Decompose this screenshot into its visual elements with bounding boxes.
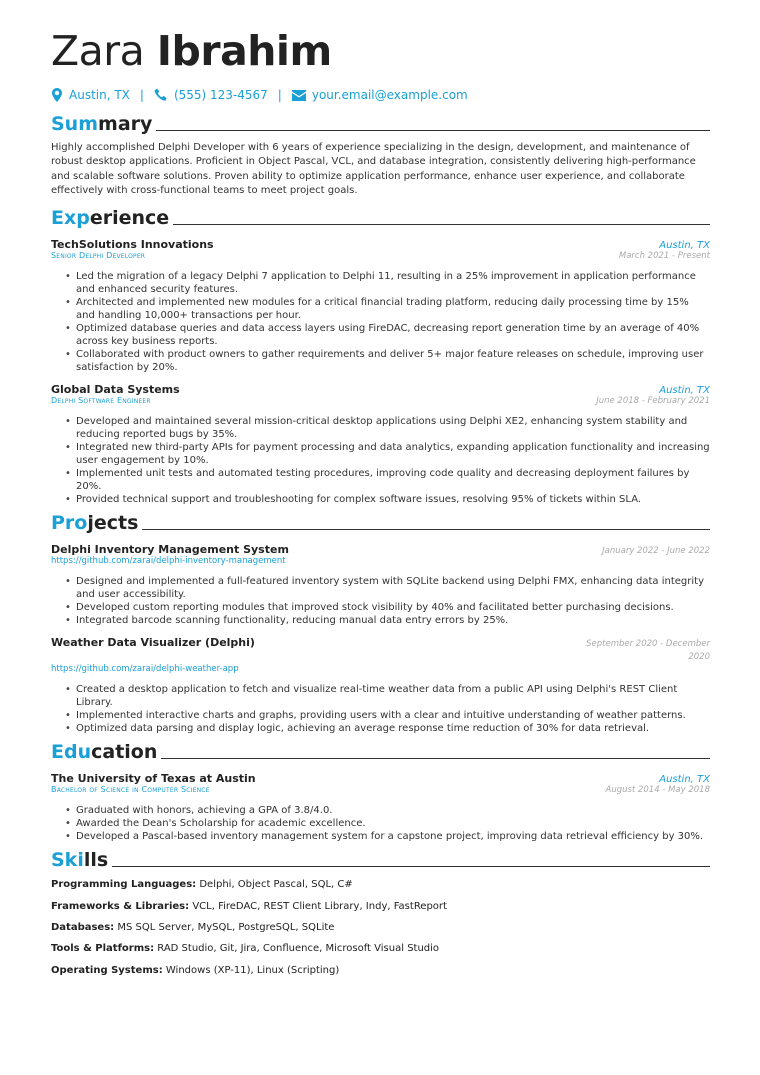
summary-text: Highly accomplished Delphi Developer with 6 years of experience specializing in the design, development, and maintenance of robust desktop applications. Proficient in Object Pascal, VCL, and database integration, consistently delivering high-performance and scalable software solutions. Proven ability to optimize application performance, enhance user experience, and collaborate effectively with cross-functional teams to meet project goals. bbox=[51, 142, 696, 196]
list-item: • Collaborated with product owners to gather requirements and deliver 5+ major feature releases on schedule, improving user satisfaction by 20%. bbox=[65, 348, 710, 374]
list-item: • Architected and implemented new modules for a critical financial trading platform, reducing daily processing time by 15% and handling 10,000+ transactions per hour. bbox=[65, 296, 710, 322]
heading-rest: mary bbox=[98, 113, 153, 135]
section-summary-heading bbox=[51, 113, 710, 135]
project-dates: September 2020 - December 2020 bbox=[586, 639, 710, 663]
skill-row bbox=[51, 900, 710, 913]
list-item: • Provided technical support and troubleshooting for complex software issues, resolving 95% of tickets within SLA. bbox=[65, 493, 710, 506]
list-item: • Graduated with honors, achieving a GPA of 3.8/4.0. bbox=[65, 804, 710, 817]
project-entry bbox=[51, 636, 710, 735]
job-bullets bbox=[51, 270, 710, 374]
skill-value: Windows (XP-11), Linux (Scripting) bbox=[165, 964, 340, 976]
last-name: Ibrahim bbox=[156, 27, 332, 75]
list-item: • Awarded the Dean's Scholarship for academic excellence. bbox=[65, 817, 710, 830]
job-entry bbox=[51, 383, 710, 506]
job-dates: March 2021 - Present bbox=[618, 251, 710, 262]
education-bullets bbox=[51, 804, 710, 843]
contact-phone[interactable] bbox=[154, 88, 268, 102]
project-dates: January 2022 - June 2022 bbox=[602, 546, 710, 557]
project-link[interactable]: https://github.com/zarai/delphi-weather-app bbox=[51, 664, 239, 675]
envelope-icon bbox=[292, 90, 306, 101]
job-company: TechSolutions Innovations bbox=[51, 238, 214, 252]
job-location: Austin, TX bbox=[659, 240, 710, 252]
education-dates: August 2014 - May 2018 bbox=[605, 785, 710, 796]
project-bullets bbox=[51, 575, 710, 627]
section-experience-heading bbox=[51, 207, 710, 229]
skill-value: Delphi, Object Pascal, SQL, C# bbox=[199, 879, 353, 891]
skill-label: Tools & Platforms: bbox=[51, 943, 155, 955]
heading-accent: Ski bbox=[51, 849, 84, 872]
section-rule bbox=[161, 758, 710, 759]
list-item: • Led the migration of a legacy Delphi 7 application to Delphi 11, resulting in a 25% improvement in application performance and enhanced security features. bbox=[65, 270, 710, 296]
section-rule bbox=[112, 866, 710, 867]
list-item: • Designed and implemented a full-featured inventory system with SQLite backend using Delphi FMX, enhancing data integrity and user accessibility. bbox=[65, 575, 710, 601]
project-name: Delphi Inventory Management System bbox=[51, 543, 289, 557]
skill-label: Databases: bbox=[51, 921, 115, 933]
education-entry bbox=[51, 772, 710, 843]
candidate-name bbox=[51, 28, 710, 74]
list-item: • Implemented interactive charts and graphs, providing users with a clear and intuitive understanding of weather patterns. bbox=[65, 709, 710, 722]
skill-value: RAD Studio, Git, Jira, Confluence, Microsoft Visual Studio bbox=[157, 943, 440, 955]
contact-email[interactable] bbox=[292, 88, 468, 102]
first-name: Zara bbox=[51, 27, 145, 75]
section-rule bbox=[142, 529, 710, 530]
project-bullets bbox=[51, 683, 710, 735]
skill-value: VCL, FireDAC, REST Client Library, Indy, FastReport bbox=[192, 900, 447, 912]
heading-rest: jects bbox=[87, 512, 139, 535]
skill-row bbox=[51, 921, 710, 934]
project-name: Weather Data Visualizer (Delphi) bbox=[51, 636, 255, 650]
skill-label: Programming Languages: bbox=[51, 879, 197, 891]
list-item: • Developed and maintained several mission-critical desktop applications using Delphi XE2, enhancing system stability and reducing reported bugs by 35%. bbox=[65, 415, 710, 441]
map-marker-icon bbox=[51, 88, 63, 102]
skill-row bbox=[51, 964, 710, 977]
list-item: • Created a desktop application to fetch and visualize real-time weather data from a public API using Delphi's REST Client Library. bbox=[65, 683, 710, 709]
job-role: Delphi Software Engineer bbox=[51, 396, 151, 406]
phone-text: (555) 123-4567 bbox=[173, 88, 268, 102]
heading-accent: Edu bbox=[51, 741, 92, 764]
section-rule bbox=[156, 130, 710, 131]
list-item: • Integrated new third-party APIs for payment processing and data analytics, expanding application functionality and increasing user engagement by 10%. bbox=[65, 441, 710, 467]
degree: Bachelor of Science in Computer Science bbox=[51, 785, 210, 795]
skill-row bbox=[51, 942, 710, 955]
list-item: • Developed a Pascal-based inventory management system for a capstone project, improving data retrieval efficiency by 30%. bbox=[65, 830, 710, 843]
job-dates: June 2018 - February 2021 bbox=[596, 396, 710, 407]
heading-rest: lls bbox=[83, 849, 109, 872]
skill-row bbox=[51, 878, 710, 891]
list-item: • Implemented unit tests and automated testing procedures, improving code quality and decreasing deployment failures by 20%. bbox=[65, 467, 710, 493]
contact-line bbox=[51, 87, 710, 103]
heading-rest: erience bbox=[89, 207, 170, 230]
heading-rest: cation bbox=[91, 741, 158, 764]
school-name: The University of Texas at Austin bbox=[51, 772, 256, 786]
skill-value: MS SQL Server, MySQL, PostgreSQL, SQLite bbox=[117, 921, 335, 933]
phone-icon bbox=[154, 88, 168, 102]
list-item: • Optimized data parsing and display logic, achieving an average response time reduction of 30% for data retrieval. bbox=[65, 722, 710, 735]
school-location: Austin, TX bbox=[659, 774, 710, 786]
location-text: Austin, TX bbox=[69, 88, 130, 102]
list-item: • Optimized database queries and data access layers using FireDAC, decreasing report generation time by an average of 40% across key business reports. bbox=[65, 322, 710, 348]
project-entry bbox=[51, 543, 710, 627]
heading-accent: Exp bbox=[51, 207, 90, 230]
section-rule bbox=[173, 224, 710, 225]
heading-accent: Pro bbox=[51, 512, 88, 535]
section-projects-heading bbox=[51, 512, 710, 534]
contact-separator: | bbox=[277, 88, 282, 102]
section-education-heading bbox=[51, 741, 710, 763]
heading-accent: Sum bbox=[51, 113, 99, 135]
skill-label: Frameworks & Libraries: bbox=[51, 900, 190, 912]
skill-label: Operating Systems: bbox=[51, 964, 163, 976]
email-text: your.email@example.com bbox=[311, 88, 468, 102]
section-skills-heading bbox=[51, 849, 710, 871]
contact-separator: | bbox=[139, 88, 144, 102]
job-role: Senior Delphi Developer bbox=[51, 251, 146, 261]
list-item: • Integrated barcode scanning functionality, reducing manual data entry errors by 25%. bbox=[65, 614, 710, 627]
job-bullets bbox=[51, 415, 710, 506]
contact-location bbox=[51, 88, 130, 102]
project-link[interactable]: https://github.com/zarai/delphi-inventory-management bbox=[51, 556, 286, 567]
list-item: • Developed custom reporting modules that improved stock visibility by 40% and facilitated better purchasing decisions. bbox=[65, 601, 710, 614]
job-company: Global Data Systems bbox=[51, 383, 180, 397]
job-location: Austin, TX bbox=[659, 385, 710, 397]
skills-list bbox=[51, 878, 710, 977]
job-entry bbox=[51, 238, 710, 374]
